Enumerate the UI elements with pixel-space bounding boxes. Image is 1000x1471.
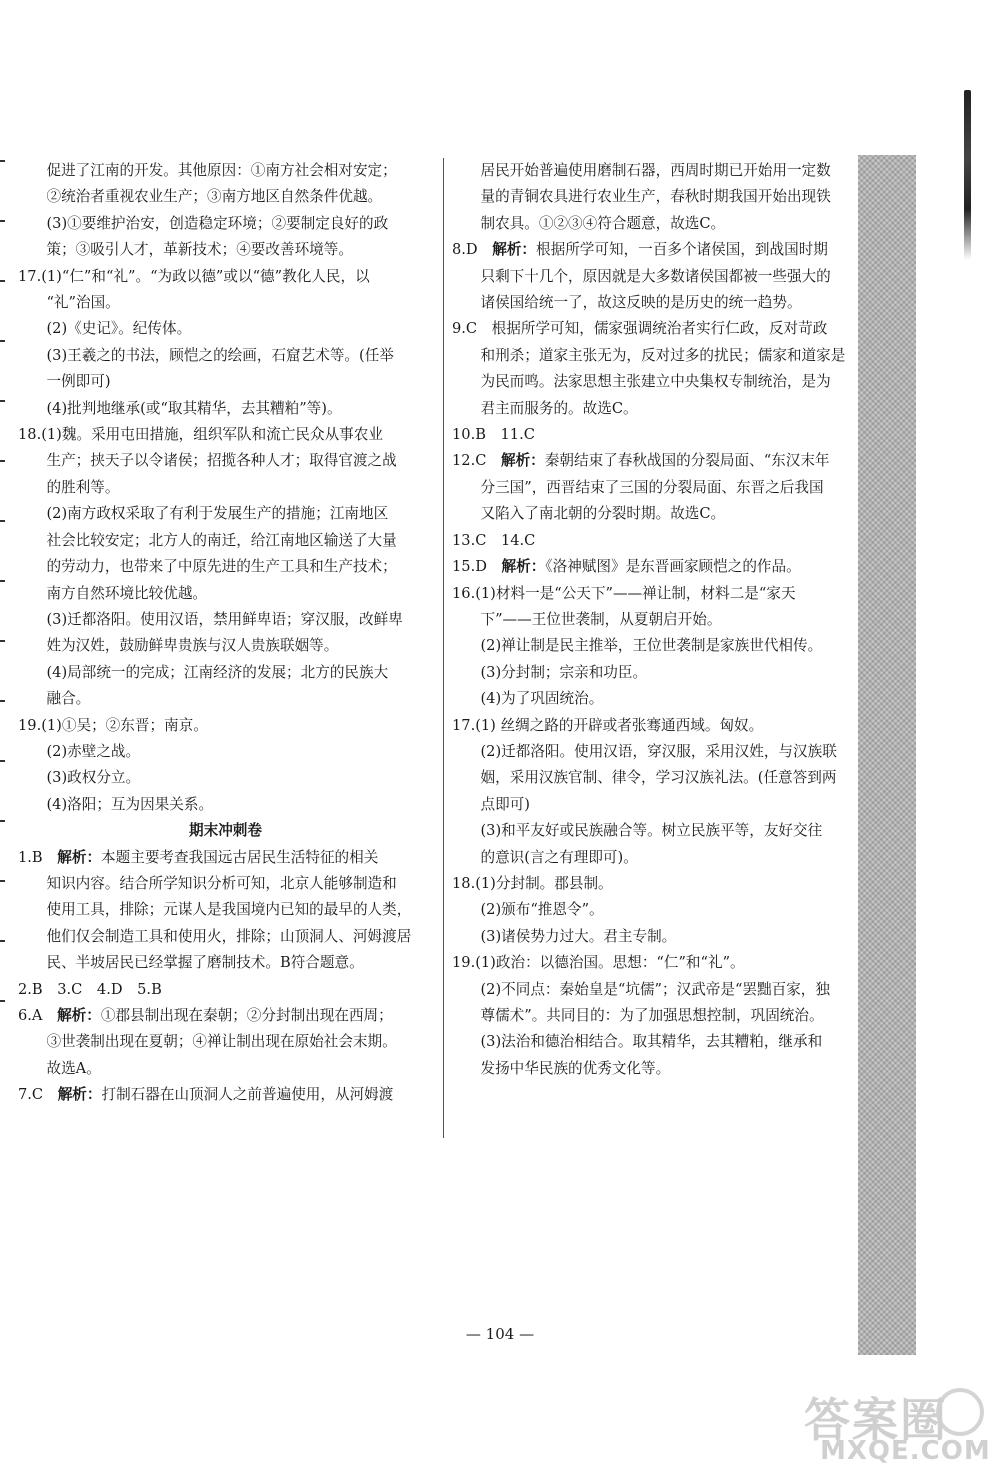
answer-line: [452, 871, 857, 897]
answer-text: 8.D: [452, 241, 493, 259]
answer-text: (3)和平友好或民族融合等。树立民族平等，友好交往: [480, 822, 823, 840]
answer-text: 点即可): [480, 795, 530, 813]
analysis-text: ①郡县制出现在秦朝；②分封制出现在西周；: [100, 1007, 393, 1024]
answer-line: [452, 686, 857, 712]
answer-text: 的胜利等。: [46, 478, 120, 496]
answer-text: (3)法治和德治相结合。取其精华，去其糟粕，继承和: [480, 1033, 823, 1051]
answer-line: [18, 316, 433, 342]
margin-ticks: [0, 160, 6, 1060]
answer-text: 君主而服务的。故选C。: [480, 399, 638, 417]
answer-text: 16.(1)材料一是“公天下”——禅让制，材料二是“家天: [452, 584, 796, 602]
answer-text: 18.(1)分封制。郡县制。: [452, 874, 613, 892]
watermark-top-text: 答案圈: [804, 1393, 948, 1447]
analysis-label: 解析：: [500, 452, 545, 470]
answer-line: [452, 792, 857, 818]
answer-text: (3)政权分立。: [46, 769, 141, 787]
answer-text: 13.C 14.C: [452, 531, 536, 549]
answer-line: [18, 581, 433, 607]
analysis-label: 解析：: [57, 1086, 102, 1104]
answer-line: [18, 977, 433, 1003]
answer-line: [452, 607, 857, 633]
answer-line: [18, 528, 433, 554]
answer-text: 知识内容。结合所学知识分析可知，北京人能够制造和: [46, 874, 397, 892]
answer-text: 为民而鸣。法家思想主张建立中央集权专制统治，是为: [480, 373, 831, 391]
watermark-site-text: MXQE.COM: [820, 1436, 991, 1466]
answer-line: [452, 343, 857, 369]
answer-line: [452, 290, 857, 316]
answer-line: [18, 1003, 433, 1029]
answer-line: [452, 897, 857, 923]
analysis-text: 本题主要考查我国远古居民生活特征的相关: [101, 848, 379, 866]
answer-line: [18, 897, 433, 923]
answer-line: [18, 660, 433, 686]
watermark-logo: [800, 1386, 990, 1468]
answer-text: 尊儒术”。共同目的：为了加强思想控制，巩固统治。: [480, 1007, 824, 1024]
answer-text: 9.C 根据所学可知，儒家强调统治者实行仁政，反对苛政: [452, 320, 828, 338]
answer-text: (2)不同点：秦始皇是“坑儒”；汉武帝是“罢黜百家，独: [480, 980, 830, 998]
answer-text: 故选A。: [46, 1059, 101, 1077]
answer-text: (4)局部统一的完成；江南经济的发展；北方的民族大: [46, 663, 389, 681]
answer-line: [452, 1029, 857, 1055]
answer-line: [452, 765, 857, 791]
analysis-label: 解析：: [492, 241, 537, 259]
answer-line: [452, 211, 857, 237]
answer-line: [452, 977, 857, 1003]
answer-text: (2)《史记》。纪传体。: [46, 320, 192, 338]
answer-text: 和刑杀；道家主张无为，反对过多的扰民；儒家和道家是: [480, 346, 846, 364]
answer-text: (4)批判地继承(或“取其精华，去其糟粕”等)。: [46, 399, 342, 417]
answer-text: (3)诸侯势力过大。君主专制。: [480, 927, 677, 945]
page-edge-shading: [858, 155, 916, 1355]
answer-line: [18, 396, 433, 422]
answer-text: “礼”治国。: [46, 294, 120, 312]
answer-line: [18, 422, 433, 448]
answer-line: [18, 448, 433, 474]
answer-text: 居民开始普遍使用磨制石器，西周时期已开始用一定数: [480, 162, 831, 179]
answer-line: [452, 713, 857, 739]
answer-line: [452, 924, 857, 950]
answer-line: [18, 607, 433, 633]
answer-line: [18, 792, 433, 818]
answer-text: 策；③吸引人才，革新技术；④要改善环境等。: [46, 241, 353, 259]
answer-text: 19.(1)①吴；②东晋；南京。: [18, 716, 208, 734]
answer-text: (2)南方政权采取了有利于发展生产的措施；江南地区: [46, 505, 389, 523]
answer-text: 制农具。①②③④符合题意，故选C。: [480, 214, 726, 232]
answer-line: [452, 184, 857, 210]
answer-text: 期末冲刺卷: [189, 822, 262, 840]
answer-text: 10.B 11.C: [452, 426, 535, 444]
answer-text: 他们仅会制造工具和使用火，排除；山顶洞人、河姆渡居: [46, 927, 412, 945]
answer-text: 生产；挟天子以令诸侯；招揽各种人才；取得官渡之战: [46, 452, 397, 470]
scan-binding-mark: [964, 90, 971, 260]
answer-text: 下”——王位世袭制，从夏朝启开始。: [480, 610, 722, 628]
answer-line: [452, 264, 857, 290]
answer-line: [18, 554, 433, 580]
answer-text: 15.D: [452, 558, 502, 576]
answer-text: 的劳动力，也带来了中原先进的生产工具和生产技术；: [46, 558, 397, 576]
answer-text: (4)为了巩固统治。: [480, 690, 604, 708]
section-heading: [18, 818, 433, 844]
answer-text: 分三国”，西晋结束了三国的分裂局面、东晋之后我国: [480, 478, 824, 496]
answer-text: 融合。: [46, 690, 91, 708]
answer-text: 使用工具，排除；元谋人是我国境内已知的最早的人类，: [46, 901, 412, 919]
answer-text: 6.A: [18, 1007, 58, 1024]
answer-text: 又陷入了南北朝的分裂时期。故选C。: [480, 505, 726, 523]
answer-text: (3)分封制；宗亲和功臣。: [480, 663, 648, 681]
answer-line: [452, 369, 857, 395]
answer-line: [452, 528, 857, 554]
answer-line: [18, 264, 433, 290]
answer-text: (3)王羲之的书法，顾恺之的绘画，石窟艺术等。(任举: [46, 346, 394, 364]
answer-text: (2)颁布“推恩令”。: [480, 901, 604, 919]
answer-text: 的意识(言之有理即可)。: [480, 848, 638, 866]
answer-line: [18, 237, 433, 263]
answer-line: [18, 369, 433, 395]
answer-line: [18, 845, 433, 871]
answer-text: 诸侯国给统一了，故这反映的是历史的统一趋势。: [480, 294, 802, 312]
answer-line: [452, 501, 857, 527]
answer-text: (4)洛阳；互为因果关系。: [46, 795, 214, 813]
answer-text: 姓为汉姓，鼓励鲜卑贵族与汉人贵族联姻等。: [46, 637, 339, 655]
answer-text: 民、半坡居民已经掌握了磨制技术。B符合题意。: [46, 954, 364, 972]
answer-text: (2)迁都洛阳。使用汉语，穿汉服，采用汉姓，与汉族联: [480, 742, 837, 760]
answer-line: [18, 501, 433, 527]
answer-text: 19.(1)政治：以德治国。思想：“仁”和“礼”。: [452, 954, 745, 972]
answer-line: [452, 581, 857, 607]
answer-text: 17.(1)“仁”和“礼”。“为政以德”或以“德”教化人民，以: [18, 267, 370, 285]
answer-line: [452, 422, 857, 448]
answer-text: ③世袭制出现在夏朝；④禅让制出现在原始社会末期。: [46, 1033, 397, 1051]
analysis-text: 《洛神赋图》是东晋画家顾恺之的作品。: [545, 558, 801, 576]
answer-line: [452, 845, 857, 871]
analysis-label: 解析：: [57, 848, 102, 866]
answer-text: 南方自然环境比较优越。: [46, 584, 208, 602]
answer-text: 发扬中华民族的优秀文化等。: [480, 1059, 671, 1077]
answer-line: [452, 1003, 857, 1029]
answer-text: 一例即可): [46, 373, 111, 391]
answer-text: 17.(1) 丝绸之路的开辟或者张骞通西域。匈奴。: [452, 716, 764, 734]
answer-line: [452, 158, 857, 184]
answer-text: 社会比较安定；北方人的南迁，给江南地区输送了大量: [46, 531, 397, 549]
answer-text: (2)禅让制是民主推举，王位世袭制是家族世代相传。: [480, 637, 823, 655]
answer-text: 12.C: [452, 452, 501, 470]
answer-line: [452, 633, 857, 659]
answer-text: 2.B 3.C 4.D 5.B: [18, 980, 162, 998]
answer-line: [452, 237, 857, 263]
answer-line: [452, 1056, 857, 1082]
answer-line: [452, 818, 857, 844]
answer-line: [18, 686, 433, 712]
page-number: — 104 —: [465, 1325, 535, 1343]
answer-text: 量的青铜农具进行农业生产，春秋时期我国开始出现铁: [480, 188, 831, 206]
answer-line: [452, 475, 857, 501]
answer-text: ②统治者重视农业生产；③南方地区自然条件优越。: [46, 188, 383, 206]
answer-line: [18, 765, 433, 791]
right-answer-column: [452, 158, 857, 1082]
left-answer-column: [18, 158, 444, 1138]
answer-text: 1.B: [18, 848, 58, 866]
answer-line: [452, 316, 857, 342]
answer-line: [452, 950, 857, 976]
answer-text: 促进了江南的开发。其他原因：①南方社会相对安定；: [46, 162, 397, 179]
answer-line: [18, 343, 433, 369]
answer-text: 7.C: [18, 1086, 58, 1104]
analysis-label: 解析：: [57, 1007, 101, 1024]
answer-line: [18, 739, 433, 765]
answer-line: [452, 739, 857, 765]
answer-line: [452, 448, 857, 474]
analysis-text: 打制石器在山顶洞人之前普遍使用，从河姆渡: [101, 1086, 394, 1104]
answer-line: [18, 475, 433, 501]
answer-line: [18, 1029, 433, 1055]
answer-line: [18, 713, 433, 739]
answer-line: [18, 924, 433, 950]
answer-text: 姻，采用汉族官制、律令，学习汉族礼法。(任意答到两: [480, 769, 837, 787]
answer-line: [18, 871, 433, 897]
answer-line: [452, 396, 857, 422]
analysis-label: 解析：: [501, 558, 546, 576]
answer-text: (2)赤壁之战。: [46, 742, 141, 760]
answer-line: [18, 184, 433, 210]
answer-line: [18, 950, 433, 976]
answer-line: [452, 554, 857, 580]
answer-text: (3)迁都洛阳。使用汉语，禁用鲜卑语；穿汉服，改鲜卑: [46, 610, 403, 628]
answer-text: 只剩下十几个，原因就是大多数诸侯国都被一些强大的: [480, 267, 831, 285]
answer-line: [18, 1056, 433, 1082]
analysis-text: 秦朝结束了春秋战国的分裂局面、“东汉末年: [544, 452, 830, 470]
answer-line: [18, 211, 433, 237]
answer-line: [18, 158, 433, 184]
answer-line: [18, 1082, 433, 1108]
answer-line: [18, 290, 433, 316]
analysis-text: 根据所学可知，一百多个诸侯国，到战国时期: [536, 241, 828, 259]
answer-text: 18.(1)魏。采用屯田措施，组织军队和流亡民众从事农业: [18, 426, 383, 444]
answer-text: (3)①要维护治安，创造稳定环境；②要制定良好的政: [46, 214, 389, 232]
answer-line: [18, 633, 433, 659]
answer-line: [452, 660, 857, 686]
